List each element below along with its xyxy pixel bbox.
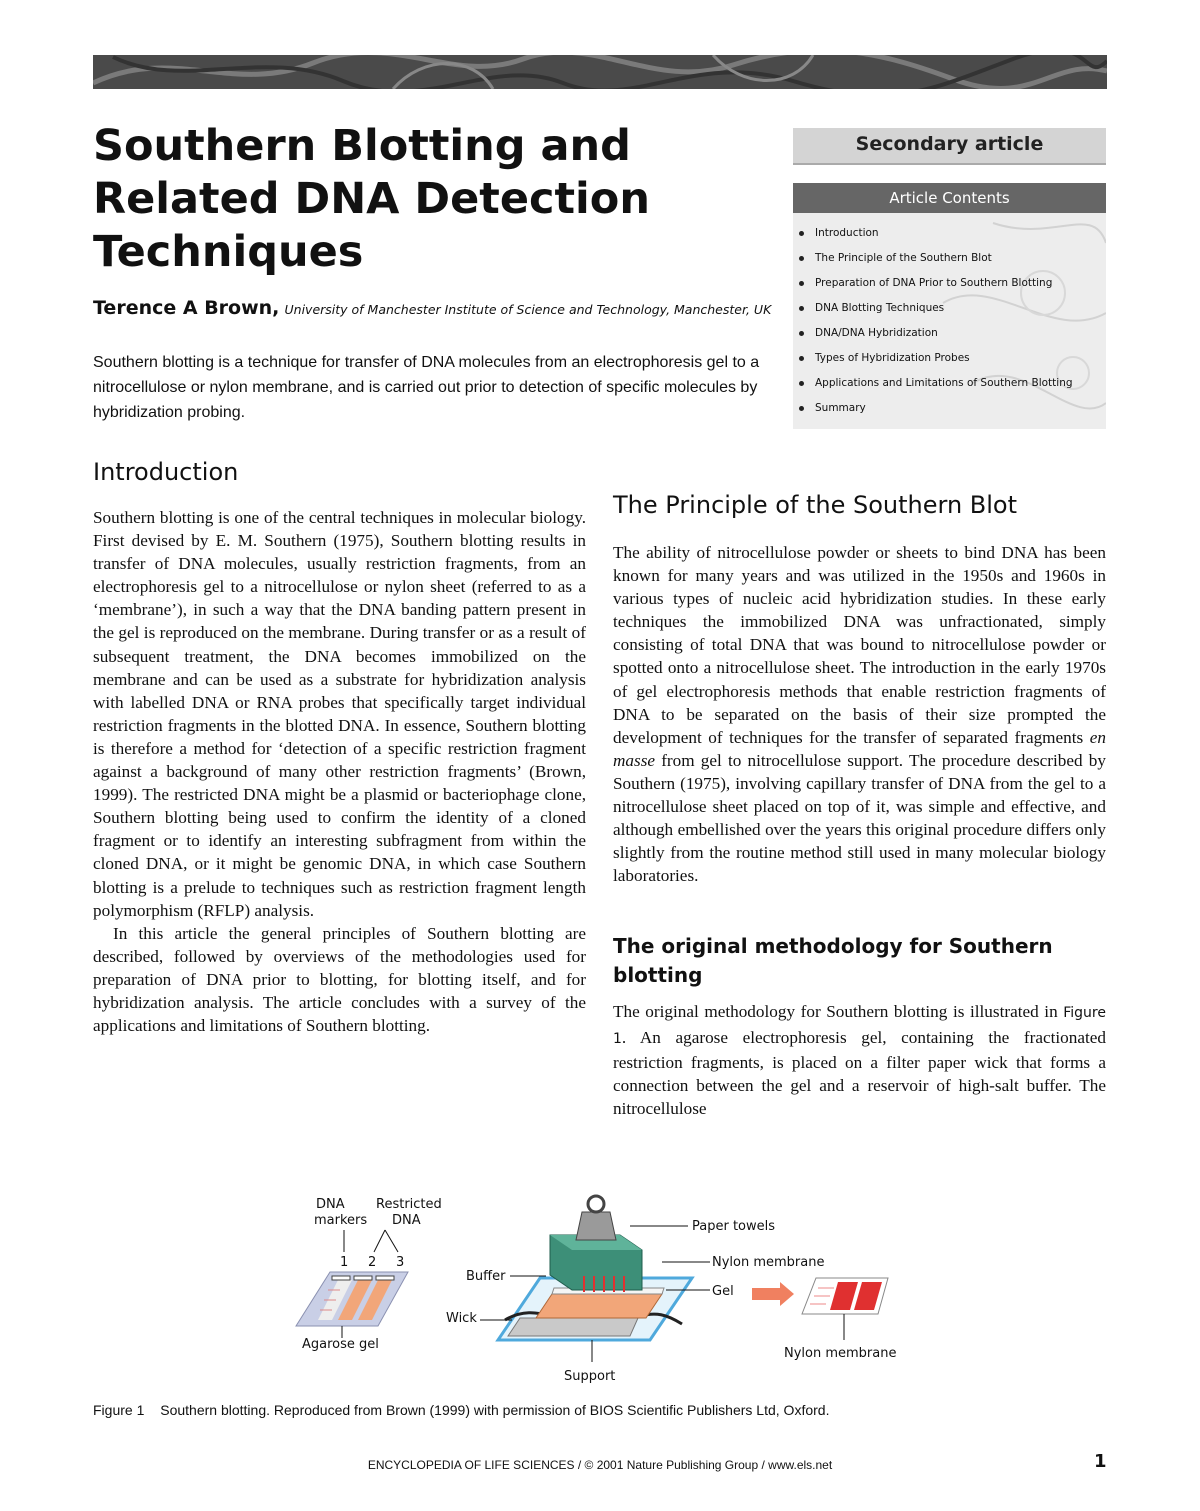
- label-restricted-2: DNA: [392, 1213, 421, 1228]
- principle-text-italic: en masse: [613, 727, 1106, 770]
- author-affiliation: University of Manchester Institute of Science and Technology, Manchester, UK: [284, 302, 772, 317]
- contents-item-introduction[interactable]: Introduction: [793, 221, 1106, 246]
- label-lane-2: 2: [368, 1255, 377, 1270]
- banner-swirl-pattern: [93, 55, 1107, 89]
- article-contents-heading: Article Contents: [793, 183, 1106, 213]
- principle-text-part-1: The ability of nitrocellulose powder or sheets to bind DNA has been known for many years and was utilized in the 1950s and 1960s in various types of nucleic acid hybridization studies. In these early techniques the immobilized DNA was unfractionated, simply consisting of total DNA that was bound to nitrocellulose powder or spotted onto a nitrocellulose sheet. The introduction in the early 1970s of gel electrophoresis methods that enable restriction fragments of DNA to be separated on the basis of their size prompted the development of techniques for the transfer of separated fragments: [613, 543, 1106, 747]
- introduction-heading: Introduction: [93, 458, 239, 486]
- result-arrow: [752, 1282, 794, 1306]
- result-membrane-drawing: [802, 1278, 888, 1340]
- figure-1-caption-label: Figure 1: [93, 1402, 145, 1418]
- author-name: Terence A Brown,: [93, 297, 280, 319]
- figure-1-caption-text: Southern blotting. Reproduced from Brown (1999) with permission of BIOS Scientific Publishers Ltd, Oxford.: [160, 1402, 830, 1418]
- principle-heading: The Principle of the Southern Blot: [613, 491, 1018, 519]
- figure-1-caption: [93, 1402, 1093, 1418]
- label-support: Support: [564, 1369, 616, 1384]
- label-buffer: Buffer: [466, 1269, 506, 1284]
- original-text-part-1: The original methodology for Southern blotting is illustrated in: [613, 1002, 1064, 1022]
- article-contents-list: [793, 213, 1106, 421]
- contents-item-principle[interactable]: The Principle of the Southern Blot: [793, 246, 1106, 271]
- contents-item-blotting-techniques[interactable]: DNA Blotting Techniques: [793, 296, 1106, 321]
- blotting-apparatus-drawing: [498, 1196, 692, 1340]
- header-banner: [93, 55, 1107, 89]
- original-methodology-heading: The original methodology for Southern blotting: [613, 934, 1053, 988]
- label-paper-towels: Paper towels: [692, 1219, 776, 1234]
- contents-item-summary[interactable]: Summary: [793, 396, 1106, 421]
- secondary-article-label: Secondary article: [793, 128, 1106, 165]
- original-text-part-2: . An agarose electrophoresis gel, containing the fractionated restriction fragments, is placed on a filter paper wick that forms a connection between the gel and a reservoir of high-salt buffer. The nitrocellulose: [613, 1027, 1106, 1118]
- label-wick: Wick: [446, 1311, 477, 1326]
- page-number: 1: [1094, 1451, 1107, 1472]
- agarose-gel-drawing: [296, 1272, 408, 1326]
- right-column: [613, 488, 1106, 1120]
- article-title: Southern Blotting and Related DNA Detection Techniques: [93, 121, 650, 277]
- principle-text-part-2: from gel to nitrocellulose support. The procedure described by Southern (1975), involving capillary transfer of DNA from the gel to a nitrocellulose sheet placed on top of it, was simple and effective, and although embellished over the years this original procedure differs only slightly from the routine method still used in many molecular biology laboratories.: [613, 750, 1106, 886]
- label-lane-3: 3: [396, 1255, 405, 1270]
- sidebar: [793, 128, 1106, 429]
- page-footer: ENCYCLOPEDIA OF LIFE SCIENCES / © 2001 Nature Publishing Group / www.els.net: [367, 1458, 833, 1472]
- label-lane-1: 1: [340, 1255, 349, 1270]
- article-contents-box: [793, 183, 1106, 429]
- principle-paragraph: [613, 541, 1106, 887]
- figure-1-illustration: [290, 1190, 930, 1395]
- label-dna-markers-2: markers: [314, 1213, 368, 1228]
- label-gel: Gel: [712, 1284, 734, 1299]
- figure-1-southern-blotting-diagram: [290, 1190, 930, 1395]
- label-dna-markers-1: DNA: [316, 1197, 345, 1212]
- contents-item-hybridization[interactable]: DNA/DNA Hybridization: [793, 321, 1106, 346]
- label-nylon-membrane: Nylon membrane: [712, 1255, 825, 1270]
- introduction-paragraph-2: In this article the general principles of Southern blotting are described, followed by overviews of the methodologies used for preparation of DNA prior to blotting, for blotting itself, and for hybridization analysis. The article concludes with a survey of the applications and limitations of Southern blotting.: [93, 923, 586, 1036]
- author-line: [93, 297, 783, 319]
- original-methodology-paragraph: [613, 1000, 1106, 1119]
- label-restricted-1: Restricted: [376, 1197, 442, 1212]
- abstract: Southern blotting is a technique for transfer of DNA molecules from an electrophoresis gel to a nitrocellulose or nylon membrane, and is carried out prior to detection of specific molecules by hybridization probing.: [93, 354, 760, 421]
- left-column: [93, 455, 586, 1037]
- figure-1-reference[interactable]: Figure 1: [613, 1005, 1106, 1047]
- contents-item-preparation[interactable]: Preparation of DNA Prior to Southern Blotting: [793, 271, 1106, 296]
- label-nylon-membrane-result: Nylon membrane: [784, 1346, 897, 1361]
- label-agarose-gel: Agarose gel: [302, 1337, 379, 1352]
- introduction-paragraph-1: Southern blotting is one of the central techniques in molecular biology. First devised by E. M. Southern (1975), Southern blotting results in transfer of DNA molecules, usually restriction fragments, from an electrophoresis gel to a nitrocellulose or nylon sheet (referred to as a ‘membrane’), in such a way that the DNA banding pattern present in the gel is reproduced on the membrane. During transfer or as a result of subsequent treatment, the DNA becomes immobilized on the membrane and can be used as a substrate for hybridization analysis with labelled DNA or RNA probes that specifically target individual restriction fragments in the blotted DNA. In essence, Southern blotting is therefore a method for ‘detection of a specific restriction fragment against a background of many other restriction fragments’ (Brown, 1999). The restricted DNA might be a plasmid or bacteriophage clone, Southern blotting being used to confirm the identity of a cloned fragment or to identify an interesting subfragment from within the cloned DNA, or it might be genomic DNA, in which case Southern blotting is a prelude to techniques such as restriction fragment length polymorphism (RFLP) analysis.: [93, 508, 586, 920]
- contents-item-probes[interactable]: Types of Hybridization Probes: [793, 346, 1106, 371]
- contents-item-applications[interactable]: Applications and Limitations of Southern Blotting: [793, 371, 1106, 396]
